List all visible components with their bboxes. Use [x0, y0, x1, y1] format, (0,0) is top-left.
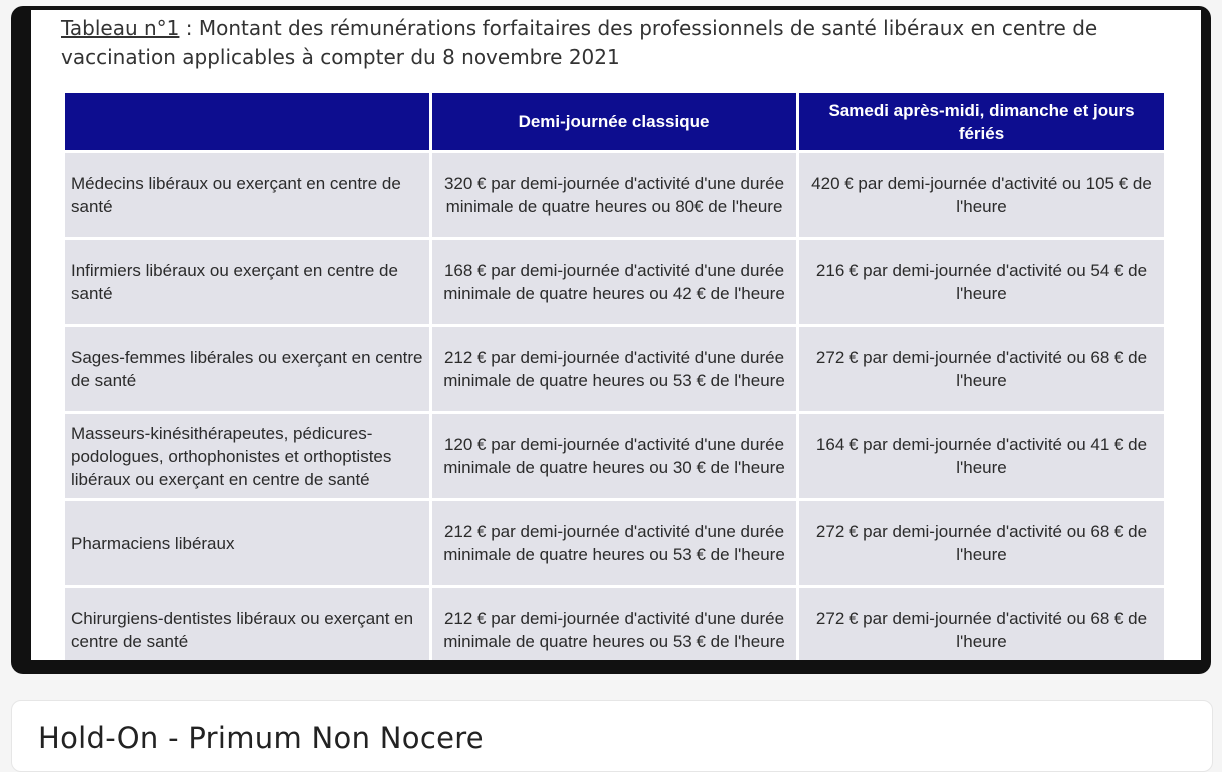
- video-title: Hold-On - Primum Non Nocere: [38, 721, 484, 755]
- weekday-rate-cell: 212 € par demi-journée d'activité d'une durée minimale de quatre heures ou 53 € de l'heure: [432, 327, 796, 411]
- header-cell-weekday: Demi-journée classique: [432, 93, 796, 150]
- table-header-row: [65, 93, 1164, 150]
- table-row: [65, 153, 1164, 237]
- table-row: [65, 588, 1164, 660]
- profession-cell: Médecins libéraux ou exerçant en centre de santé: [65, 153, 429, 237]
- weekday-rate-cell: 212 € par demi-journée d'activité d'une durée minimale de quatre heures ou 53 € de l'heure: [432, 588, 796, 660]
- table-row: [65, 240, 1164, 324]
- weekend-rate-cell: 216 € par demi-journée d'activité ou 54 € de l'heure: [799, 240, 1164, 324]
- weekday-rate-cell: 212 € par demi-journée d'activité d'une durée minimale de quatre heures ou 53 € de l'heure: [432, 501, 796, 585]
- caption-label: Tableau n°1: [61, 16, 180, 40]
- weekend-rate-cell: 164 € par demi-journée d'activité ou 41 € de l'heure: [799, 414, 1164, 498]
- profession-cell: Pharmaciens libéraux: [65, 501, 429, 585]
- header-cell-weekend: Samedi après-midi, dimanche et jours fériés: [799, 93, 1164, 150]
- caption-text: : Montant des rémunérations forfaitaires des professionnels de santé libéraux en centre de vaccination applicables à compter du 8 novembre 2021: [61, 16, 1098, 69]
- header-cell-empty: [65, 93, 429, 150]
- weekend-rate-cell: 272 € par demi-journée d'activité ou 68 € de l'heure: [799, 588, 1164, 660]
- fees-table: [62, 90, 1167, 660]
- weekend-rate-cell: 272 € par demi-journée d'activité ou 68 € de l'heure: [799, 327, 1164, 411]
- profession-cell: Infirmiers libéraux ou exerçant en centre de santé: [65, 240, 429, 324]
- profession-cell: Chirurgiens-dentistes libéraux ou exerçant en centre de santé: [65, 588, 429, 660]
- table-row: [65, 501, 1164, 585]
- weekend-rate-cell: 420 € par demi-journée d'activité ou 105 € de l'heure: [799, 153, 1164, 237]
- weekday-rate-cell: 168 € par demi-journée d'activité d'une durée minimale de quatre heures ou 42 € de l'heure: [432, 240, 796, 324]
- document-image: [31, 10, 1201, 660]
- table-row: [65, 414, 1164, 498]
- profession-cell: Sages-femmes libérales ou exerçant en centre de santé: [65, 327, 429, 411]
- table-row: [65, 327, 1164, 411]
- table-caption: [61, 14, 1171, 72]
- weekday-rate-cell: 120 € par demi-journée d'activité d'une durée minimale de quatre heures ou 30 € de l'heure: [432, 414, 796, 498]
- weekend-rate-cell: 272 € par demi-journée d'activité ou 68 € de l'heure: [799, 501, 1164, 585]
- profession-cell: Masseurs-kinésithérapeutes, pédicures-podologues, orthophonistes et orthoptistes libéraux ou exerçant en centre de santé: [65, 414, 429, 498]
- video-info-card: [11, 700, 1213, 772]
- video-player[interactable]: [11, 6, 1211, 674]
- weekday-rate-cell: 320 € par demi-journée d'activité d'une durée minimale de quatre heures ou 80€ de l'heure: [432, 153, 796, 237]
